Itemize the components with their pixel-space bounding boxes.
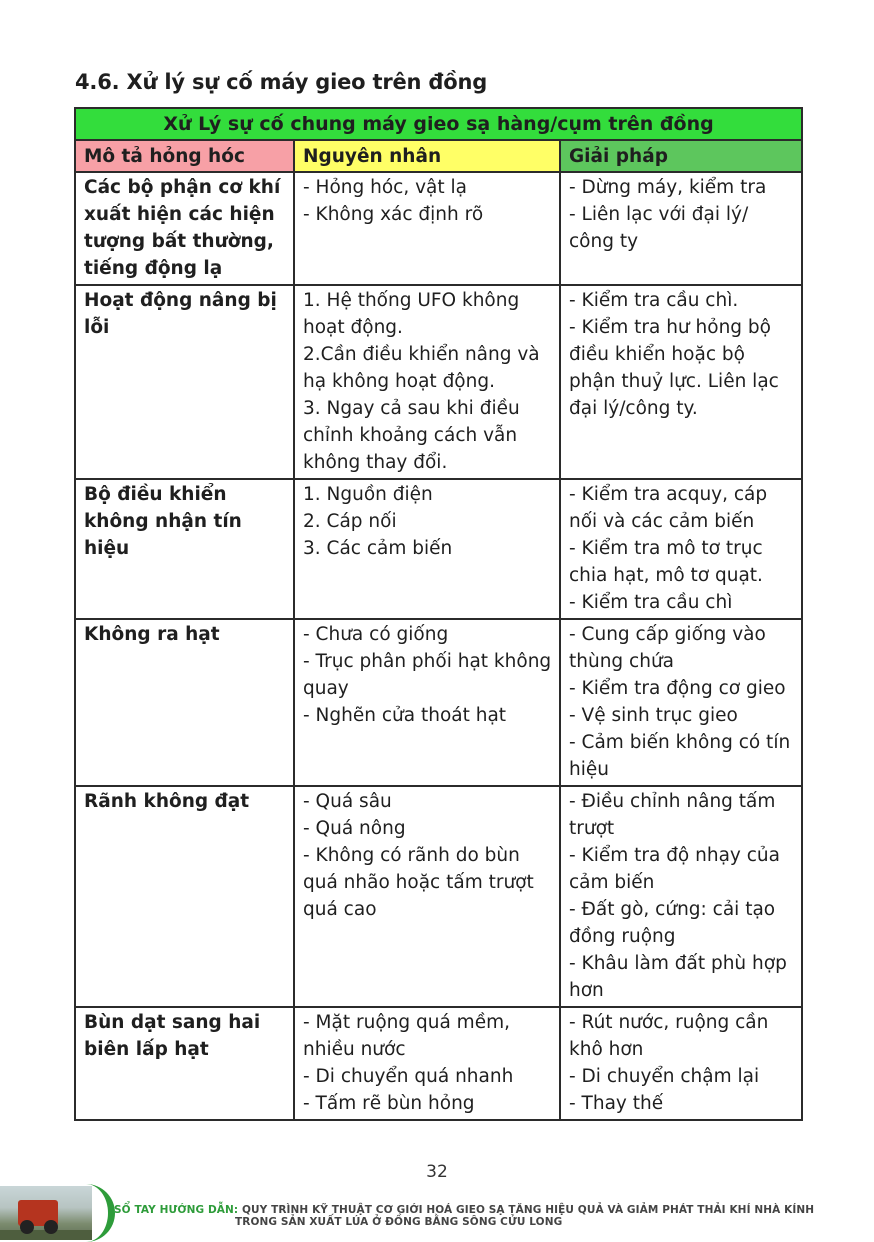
fault-solution: - Cung cấp giống vào thùng chứa - Kiểm tra động cơ gieo - Vệ sinh trục gieo - Cảm biến không có tín hiệu <box>560 619 802 786</box>
page-footer <box>0 1186 874 1240</box>
fault-description: Các bộ phận cơ khí xuất hiện các hiện tượng bất thường, tiếng động lạ <box>75 172 294 285</box>
footer-line2: TRONG SẢN XUẤT LÚA Ở ĐỒNG BẰNG SÔNG CỬU LONG <box>235 1216 563 1228</box>
fault-solution: - Kiểm tra acquy, cáp nối và các cảm biến - Kiểm tra mô tơ trục chia hạt, mô tơ quạt. - Kiểm tra cầu chì <box>560 479 802 619</box>
table-row <box>75 285 802 479</box>
fault-cause: - Hỏng hóc, vật lạ - Không xác định rõ <box>294 172 560 285</box>
fault-solution: - Dừng máy, kiểm tra - Liên lạc với đại lý/ công ty <box>560 172 802 285</box>
table-header-row <box>75 140 802 172</box>
table-row <box>75 172 802 285</box>
header-cause: Nguyên nhân <box>294 140 560 172</box>
table-banner: Xử Lý sự cố chung máy gieo sạ hàng/cụm trên đồng <box>75 108 802 140</box>
page-number: 32 <box>426 1162 448 1182</box>
fault-cause: - Chưa có giống - Trục phân phối hạt không quay - Nghẽn cửa thoát hạt <box>294 619 560 786</box>
table-row <box>75 619 802 786</box>
fault-description: Không ra hạt <box>75 619 294 786</box>
fault-cause: - Quá sâu - Quá nông - Không có rãnh do bùn quá nhão hoặc tấm trượt quá cao <box>294 786 560 1007</box>
fault-cause: - Mặt ruộng quá mềm, nhiều nước - Di chuyển quá nhanh - Tấm rẽ bùn hỏng <box>294 1007 560 1120</box>
footer-text <box>114 1204 814 1228</box>
footer-accent-arc <box>78 1184 115 1242</box>
fault-solution: - Rút nước, ruộng cần khô hơn - Di chuyển chậm lại - Thay thế <box>560 1007 802 1120</box>
fault-cause: 1. Nguồn điện 2. Cáp nối 3. Các cảm biến <box>294 479 560 619</box>
fault-cause: 1. Hệ thống UFO không hoạt động. 2.Cần điều khiển nâng và hạ không hoạt động. 3. Ngay cả sau khi điều chỉnh khoảng cách vẫn không thay đổi. <box>294 285 560 479</box>
fault-description: Hoạt động nâng bị lỗi <box>75 285 294 479</box>
header-solution: Giải pháp <box>560 140 802 172</box>
fault-description: Bùn dạt sang hai biên lấp hạt <box>75 1007 294 1120</box>
fault-description: Rãnh không đạt <box>75 786 294 1007</box>
section-title: 4.6. Xử lý sự cố máy gieo trên đồng <box>75 70 488 94</box>
fault-description: Bộ điều khiển không nhận tín hiệu <box>75 479 294 619</box>
troubleshooting-table <box>74 107 803 1121</box>
fault-solution: - Kiểm tra cầu chì. - Kiểm tra hư hỏng bộ điều khiển hoặc bộ phận thuỷ lực. Liên lạc đại lý/công ty. <box>560 285 802 479</box>
header-description: Mô tả hỏng hóc <box>75 140 294 172</box>
table-banner-row <box>75 108 802 140</box>
footer-line1: QUY TRÌNH KỸ THUẬT CƠ GIỚI HOÁ GIEO SẠ TĂNG HIỆU QUẢ VÀ GIẢM PHÁT THẢI KHÍ NHÀ KÍNH <box>241 1204 815 1216</box>
table-row <box>75 479 802 619</box>
footer-label: SỔ TAY HƯỚNG DẪN: <box>114 1204 239 1216</box>
table-row <box>75 786 802 1007</box>
table-row <box>75 1007 802 1120</box>
fault-solution: - Điều chỉnh nâng tấm trượt - Kiểm tra độ nhạy của cảm biến - Đất gò, cứng: cải tạo đồng ruộng - Khâu làm đất phù hợp hơn <box>560 786 802 1007</box>
